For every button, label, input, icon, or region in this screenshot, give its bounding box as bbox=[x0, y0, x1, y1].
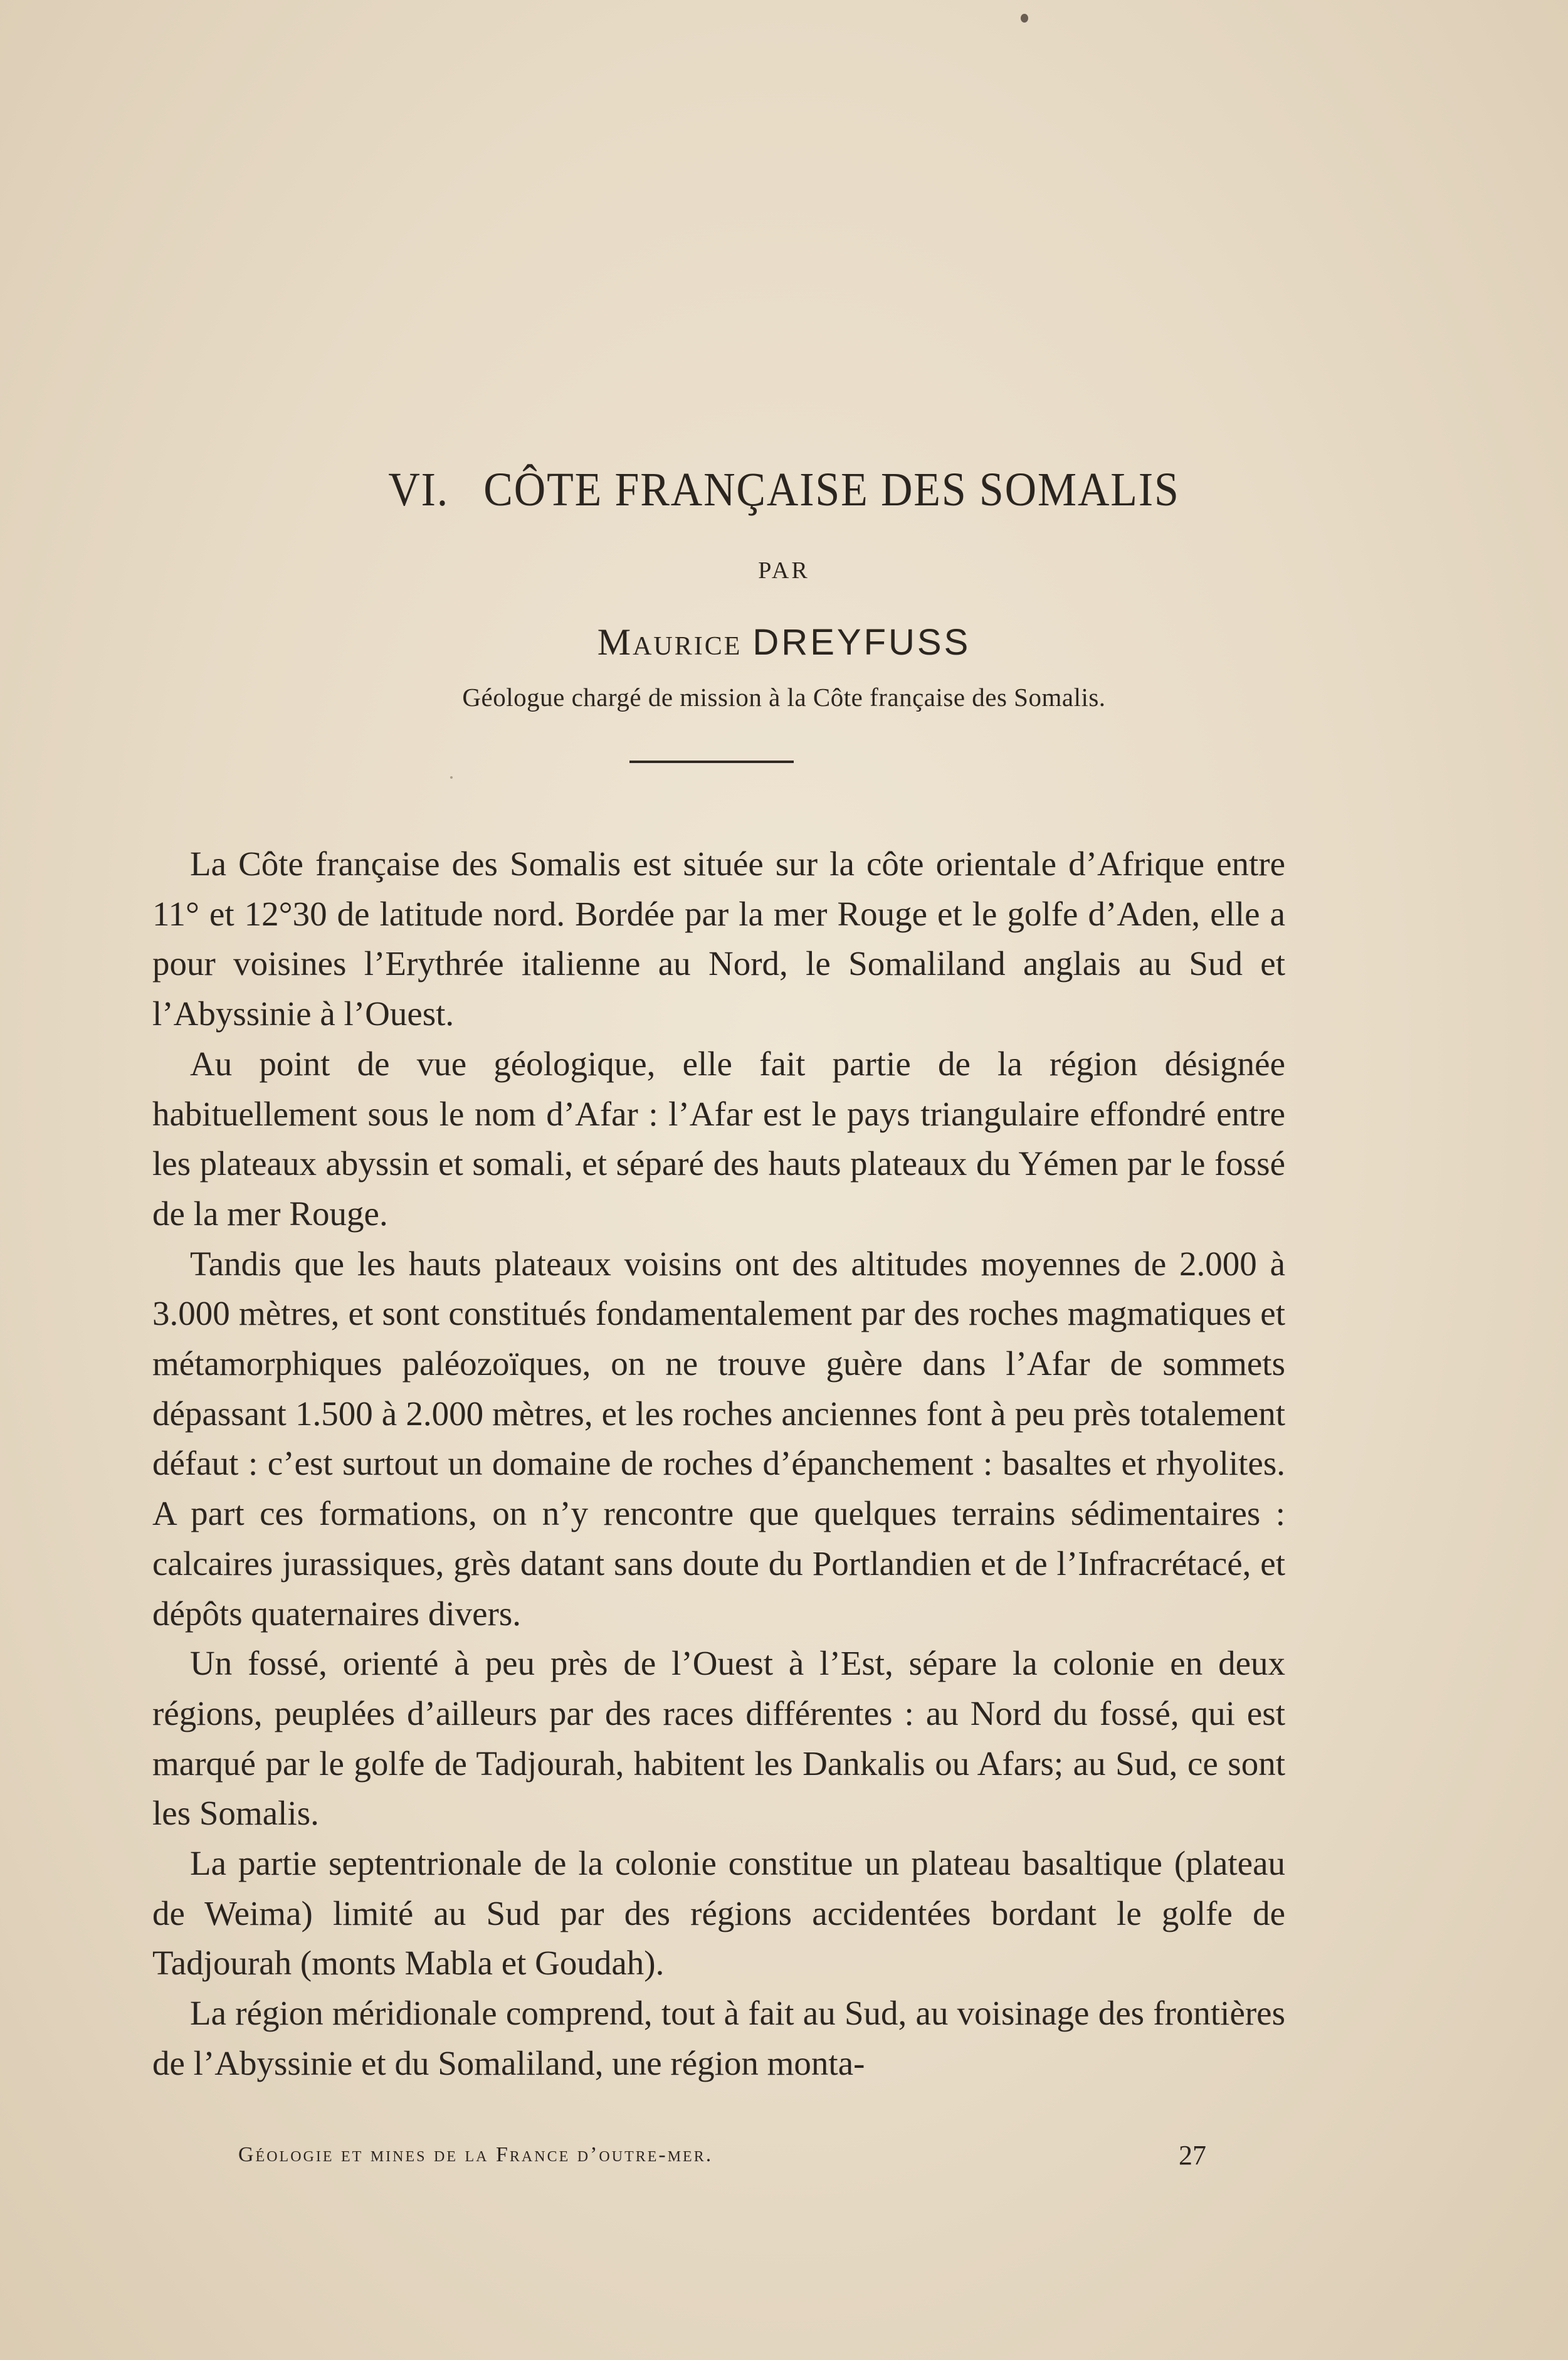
paragraph: Un fossé, orienté à peu près de l’Ouest à l’Est, sépare la colonie en deux régions, peuplées d’ailleurs par des races différentes : au Nord du fossé, qui est marqué par le golfe de Tadjourah, habitent les Dankalis ou Afars; au Sud, ce sont les Somalis. bbox=[152, 1644, 1285, 1833]
section-number: VI. bbox=[388, 463, 450, 516]
author-last-name: DREYFUSS bbox=[752, 622, 971, 663]
section-title-text: CÔTE FRANÇAISE DES SOMALIS bbox=[483, 463, 1180, 516]
paragraph: La Côte française des Somalis est située sur la côte orientale d’Afrique entre 11° et 12°30 de latitude nord. Bordée par la mer Rouge et le golfe d’Aden, elle a pour voisines l’Erythrée italienne au Nord, le Somaliland anglais au Sud et l’Abyssinie à l’Ouest. bbox=[152, 845, 1285, 1033]
paragraph: Au point de vue géologique, elle fait partie de la région désignée habituellement sous le nom d’Afar : l’Afar est le pays triangulaire effondré entre les plateaux abyssin et somali, et séparé des hauts plateaux du Yémen par le fossé de la mer Rouge. bbox=[152, 1044, 1285, 1233]
paragraph: La partie septentrionale de la colonie constitue un plateau basaltique (plateau de Weima) limité au Sud par des régions accidentées bordant le golfe de Tadjourah (monts Mabla et Goudah). bbox=[152, 1844, 1285, 1983]
paragraph: Tandis que les hauts plateaux voisins ont des altitudes moyennes de 2.000 à 3.000 mètres, et sont constitués fondamentalement par des roches magmatiques et métamorphiques paléozoïques, on ne trouve guère dans l’Afar de sommets dépassant 1.500 à 2.000 mètres, et les roches anciennes font à peu près totalement défaut : c’est surtout un domaine de roches d’épanchement : basaltes et rhyolites. A part ces formations, on n’y rencontre que quelques terrains sédimentaires : calcaires jurassiques, grès datant sans doute du Portlandien et de l’Infracrétacé, et dépôts quaternaires divers. bbox=[152, 1244, 1285, 1633]
running-footer: Géologie et mines de la France d’outre-mer. bbox=[238, 2143, 713, 2166]
page-number: 27 bbox=[1179, 2140, 1206, 2171]
title-divider bbox=[629, 761, 794, 763]
ink-speck bbox=[1021, 14, 1028, 23]
paragraph: La région méridionale comprend, tout à fait au Sud, au voisinage des frontières de l’Abyssinie et du Somaliland, une région monta- bbox=[152, 1994, 1285, 2082]
author-name bbox=[0, 621, 1568, 664]
author-affiliation: Géologue chargé de mission à la Côte française des Somalis. bbox=[462, 683, 1106, 712]
ink-speck bbox=[450, 776, 453, 779]
by-line: PAR bbox=[758, 557, 810, 584]
article-body bbox=[152, 839, 1285, 2089]
author-first-name: Maurice bbox=[597, 621, 742, 663]
section-title bbox=[63, 463, 1505, 517]
